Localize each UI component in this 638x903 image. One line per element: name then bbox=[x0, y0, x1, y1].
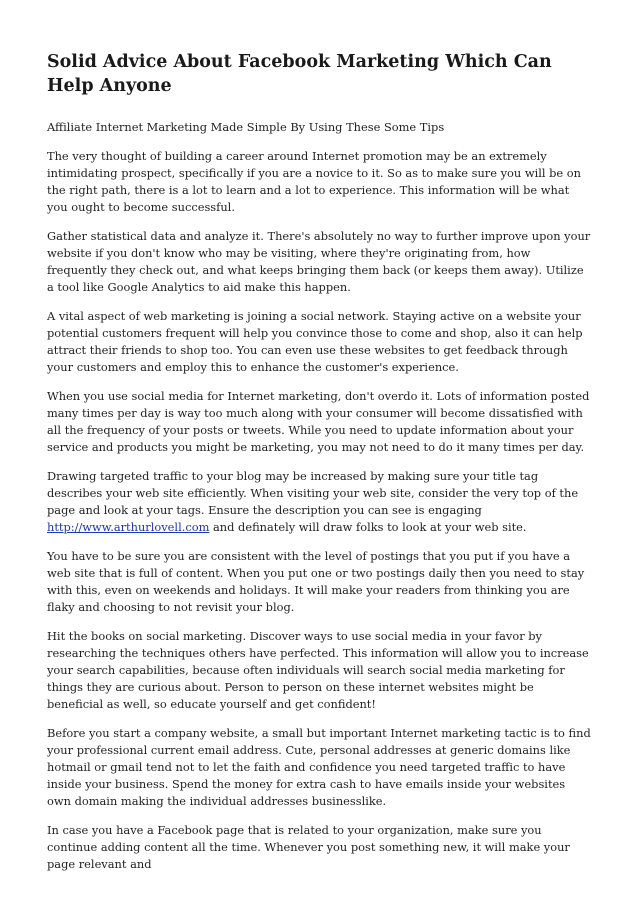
paragraph-consistency: You have to be sure you are consistent with the level of postings that you put if you have a web site that is full of content. When you put one or two postings daily then you need to stay with this, even on weekends and holidays. It will make your readers from thinking you are flaky and choosing to not revisit your blog. bbox=[47, 549, 585, 614]
document-page bbox=[47, 50, 592, 885]
paragraph-social-network: A vital aspect of web marketing is joining a social network. Staying active on a website your potential customers frequent will help you convince those to come and shop, also it can help attract their friends to shop too. You can even use these websites to get feedback through your customers and employ this to enhance the customer's experience. bbox=[47, 309, 583, 374]
paragraph-facebook-page: In case you have a Facebook page that is related to your organization, make sure you continue adding content all the time. Whenever you post something new, it will make your page relevant and bbox=[47, 823, 570, 871]
website-link[interactable]: http://www.arthurlovell.com bbox=[47, 520, 210, 534]
page-title: Solid Advice About Facebook Marketing Which Can Help Anyone bbox=[47, 52, 552, 96]
paragraph-intro: The very thought of building a career around Internet promotion may be an extremely intimidating prospect, specifically if you are a novice to it. So as to make sure you will be on the right path, there is a lot to learn and a lot to experience. This information will be what you ought to become successful. bbox=[47, 149, 581, 214]
paragraph-title-tag-text-end: and definately will draw folks to look at your web site. bbox=[209, 520, 527, 534]
paragraph-social-media: When you use social media for Internet marketing, don't overdo it. Lots of information posted many times per day is way too much along with your consumer will become dissatisfied with all the frequency of your posts or tweets. While you need to update information about your service and products you might be marketing, you may not need to do it many times per day. bbox=[47, 389, 590, 454]
paragraph-email-address: Before you start a company website, a small but important Internet marketing tactic is to find your professional current email address. Cute, personal addresses at generic domains like hotmail or gmail tend not to let the faith and confidence you need targeted traffic to have inside your business. Spend the money for extra cash to have emails inside your websites own domain making the individual addresses businesslike. bbox=[47, 726, 591, 808]
paragraph-social-marketing: Hit the books on social marketing. Discover ways to use social media in your favor by researching the techniques others have perfected. This information will allow you to increase your search capabilities, because often individuals will search social media marketing for things they are curious about. Person to person on these internet websites might be beneficial as well, so educate yourself and get confident! bbox=[47, 629, 589, 711]
paragraph-title-tag bbox=[47, 468, 592, 536]
paragraph-statistics: Gather statistical data and analyze it. There's absolutely no way to further improve upon your website if you don't know who may be visiting, where they're originating from, how frequently they check out, and what keeps bringing them back (or keeps them away). Utilize a tool like Google Analytics to aid make this happen. bbox=[47, 229, 591, 294]
paragraph-title-tag-text-start: Drawing targeted traffic to your blog may be increased by making sure your title tag describes your web site efficiently. When visiting your web site, consider the very top of the page and look at your tags. Ensure the description you can see is engaging bbox=[47, 469, 579, 517]
article-subtitle: Affiliate Internet Marketing Made Simple By Using These Some Tips bbox=[47, 120, 445, 134]
